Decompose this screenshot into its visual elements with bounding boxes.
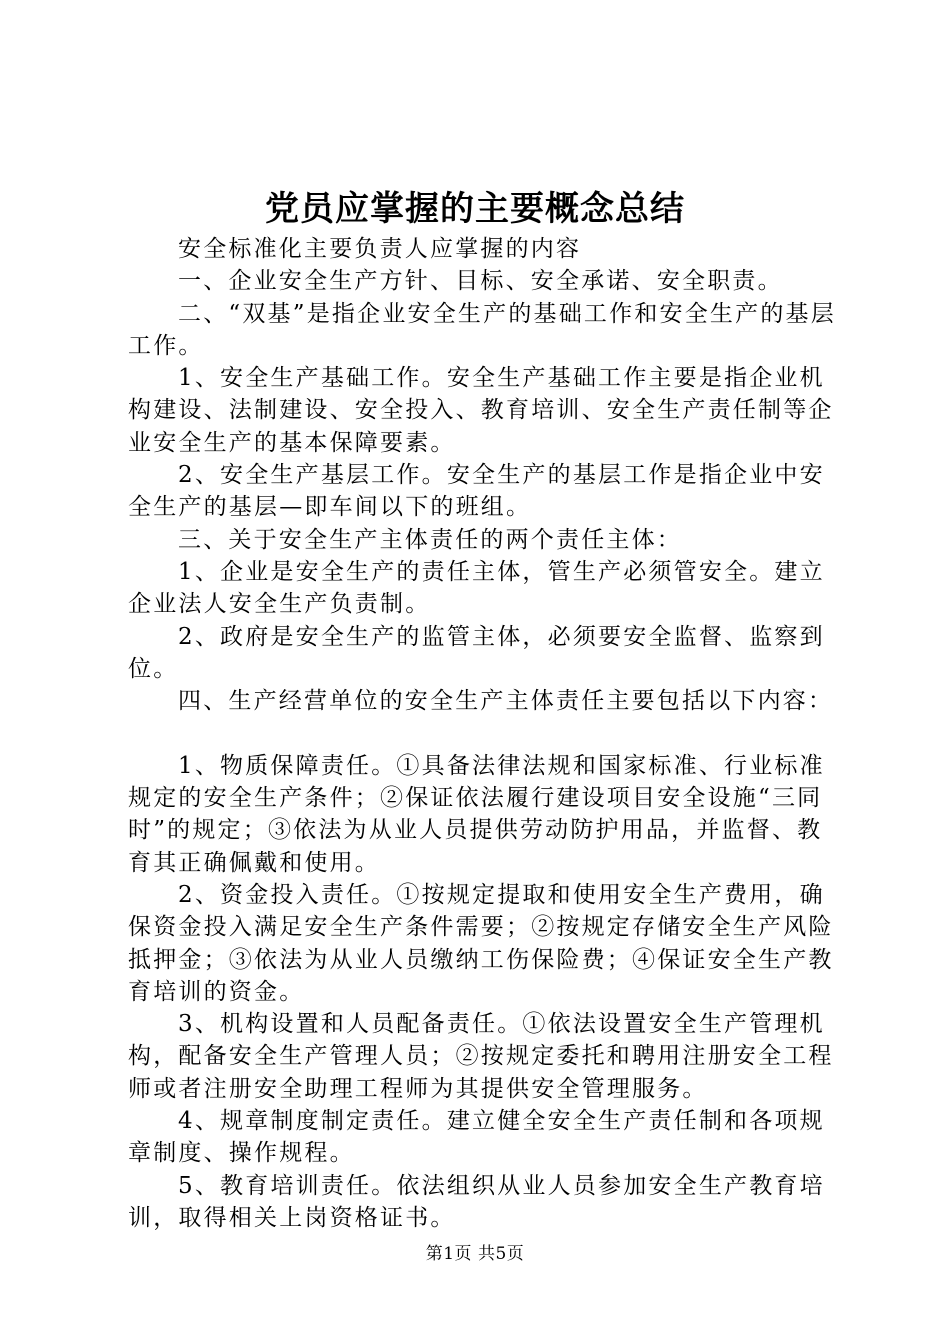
paragraph: 一、企业安全生产方针、目标、安全承诺、安全职责。 bbox=[178, 268, 783, 295]
blank-line bbox=[128, 717, 838, 749]
paragraph: 4、规章制度制定责任。建立健全安全生产责任制和各项规章制度、操作规程。 bbox=[128, 1108, 825, 1167]
paragraph: 三、关于安全生产主体责任的两个责任主体： bbox=[178, 526, 682, 553]
paragraph: 3、机构设置和人员配备责任。①依法设置安全生产管理机构，配备安全生产管理人员；②按规定委托和聘用注册安全工程师或者注册安全助理工程师为其提供安全管理服务。 bbox=[128, 1011, 834, 1102]
page-number-footer: 第1页 共5页 bbox=[425, 1244, 525, 1264]
paragraph: 2、安全生产基层工作。安全生产的基层工作是指企业中安全生产的基层—即车间以下的班组。 bbox=[128, 462, 825, 521]
paragraph: 二、“双基”是指企业安全生产的基础工作和安全生产的基层工作。 bbox=[128, 300, 836, 359]
paragraph: 2、政府是安全生产的监管主体，必须要安全监督、监察到位。 bbox=[128, 623, 825, 682]
paragraph: 2、资金投入责任。①按规定提取和使用安全生产费用，确保资金投入满足安全生产条件需要；②按规定存储安全生产风险抵押金；③依法为从业人员缴纳工伤保险费；④保证安全生产教育培训的资金。 bbox=[128, 881, 834, 1005]
paragraph: 1、安全生产基础工作。安全生产基础工作主要是指企业机构建设、法制建设、安全投入、教育培训、安全生产责任制等企业安全生产的基本保障要素。 bbox=[128, 365, 834, 456]
paragraph: 5、教育培训责任。依法组织从业人员参加安全生产教育培训，取得相关上岗资格证书。 bbox=[128, 1172, 825, 1231]
paragraph: 1、企业是安全生产的责任主体，管生产必须管安全。建立企业法人安全生产负责制。 bbox=[128, 558, 825, 618]
document-title: 党员应掌握的主要概念总结 bbox=[265, 189, 685, 229]
paragraph: 安全标准化主要负责人应掌握的内容 bbox=[178, 236, 582, 262]
paragraph: 1、物质保障责任。①具备法律法规和国家标准、行业标准规定的安全生产条件；②保证依法履行建设项目安全设施“三同时”的规定；③依法为从业人员提供劳动防护用品，并监督、教育其正确佩戴和使用。 bbox=[128, 752, 825, 876]
paragraph: 四、生产经营单位的安全生产主体责任主要包括以下内容： bbox=[178, 688, 834, 715]
document-body bbox=[128, 233, 838, 1234]
